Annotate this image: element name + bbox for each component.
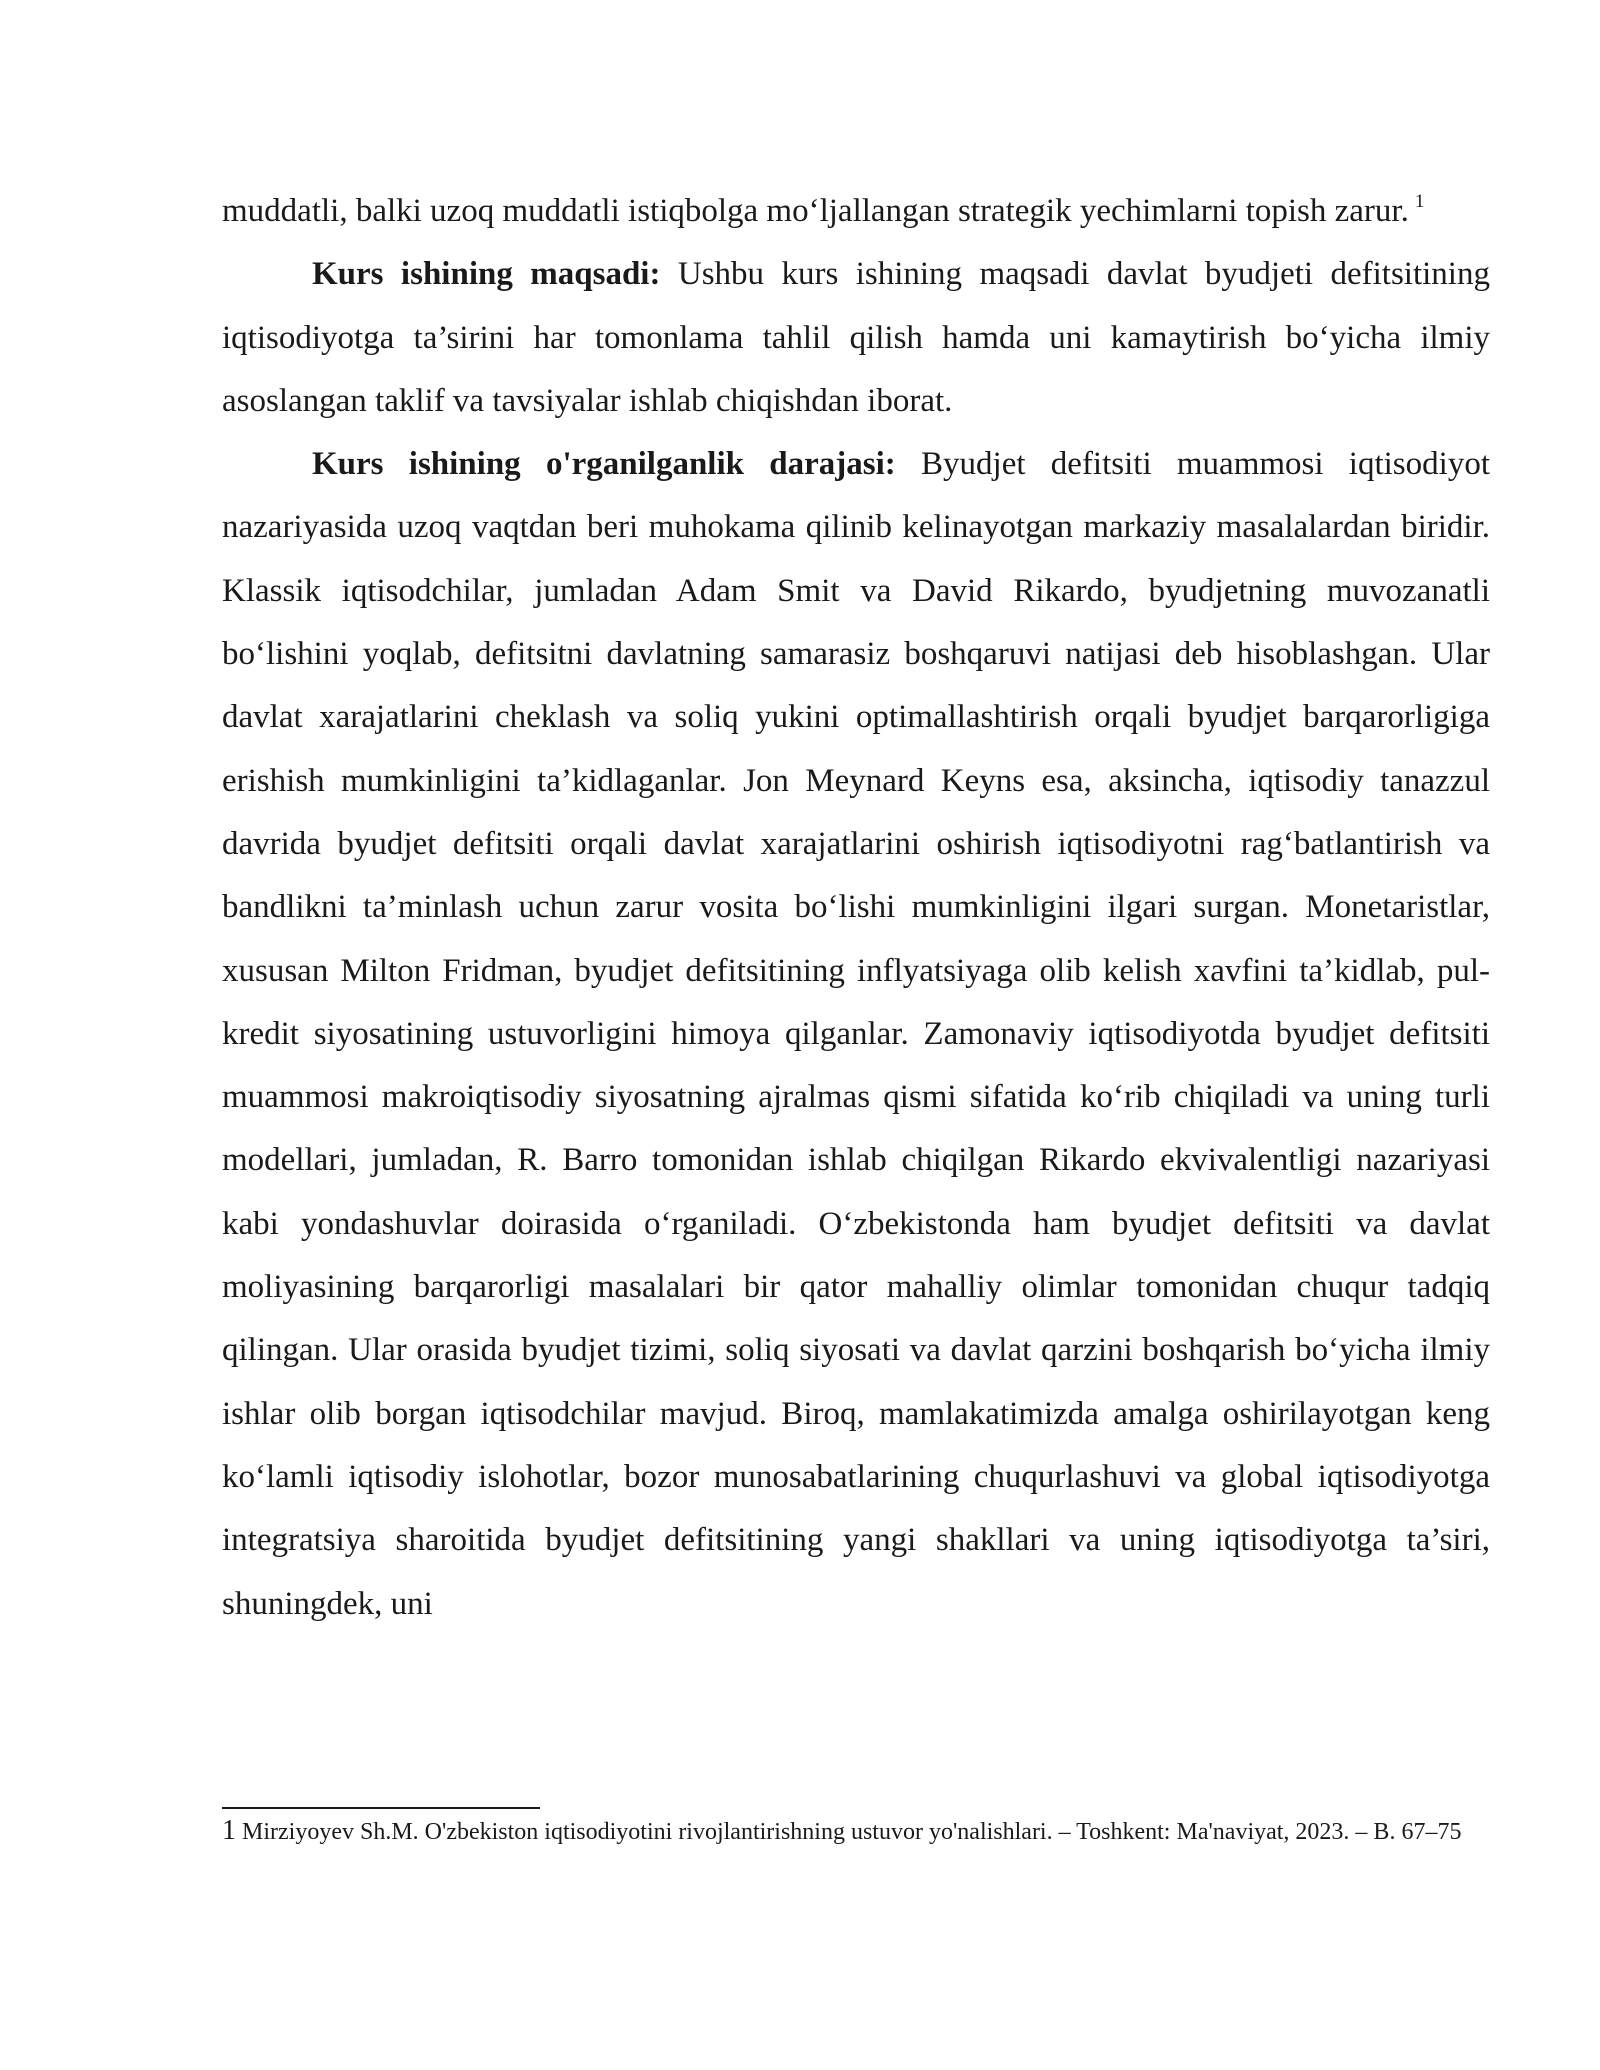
paragraph-goal [222, 243, 1490, 433]
paragraph-continuation [222, 180, 1490, 243]
footnote-text: Mirziyoyev Sh.M. O'zbekiston iqtisodiyotini rivojlantirishning ustuvor yo'nalishlari. – Toshkent: Ma'naviyat, 2023. – B. 67–75 [236, 1819, 1462, 1845]
footnote-number: 1 [222, 1815, 236, 1846]
document-body [222, 180, 1490, 1636]
study-text: Byudjet defitsiti muammosi iqtisodiyot nazariyasida uzoq vaqtdan beri muhokama qilinib kelinayotgan markaziy masalalardan biridir. Klassik iqtisodchilar, jumladan Adam Smit va David Rikardo, byudjetning muvozanatli bo‘lishini yoqlab, defitsitni davlatning samarasiz boshqaruvi natijasi deb hisoblashgan. Ular davlat xarajatlarini cheklash va soliq yukini optimallashtirish orqali byudjet barqarorligiga erishish mumkinligini ta’kidlaganlar. Jon Meynard Keyns esa, aksincha, iqtisodiy tanazzul davrida byudjet defitsiti orqali davlat xarajatlarini oshirish iqtisodiyotni rag‘batlantirish va bandlikni ta’minlash uchun zarur vosita bo‘lishi mumkinligini ilgari surgan. Monetaristlar, xususan Milton Fridman, byudjet defitsitining inflyatsiyaga olib kelish xavfini ta’kidlab, pul-kredit siyosatining ustuvorligini himoya qilganlar. Zamonaviy iqtisodiyotda byudjet defitsiti muammosi makroiqtisodiy siyosatning ajralmas qismi sifatida ko‘rib chiqiladi va uning turli modellari, jumladan, R. Barro tomonidan ishlab chiqilgan Rikardo ekvivalentligi nazariyasi kabi yondashuvlar doirasida o‘rganiladi. O‘zbekistonda ham byudjet defitsiti va davlat moliyasining barqarorligi masalalari bir qator mahalliy olimlar tomonidan chuqur tadqiq qilingan. Ular orasida byudjet tizimi, soliq siyosati va davlat qarzini boshqarish bo‘yicha ilmiy ishlar olib borgan iqtisodchilar mavjud. Biroq, mamlakatimizda amalga oshirilayotgan keng ko‘lamli iqtisodiy islohotlar, bozor munosabatlarining chuqurlashuvi va global iqtisodiyotga integratsiya sharoitida byudjet defitsitining yangi shakllari va uning iqtisodiyotga ta’siri, shuningdek, uni [222, 446, 1490, 1622]
paragraph-continuation-text: muddatli, balki uzoq muddatli istiqbolga mo‘ljallangan strategik yechimlarni topish zarur. [222, 193, 1409, 229]
footnote [222, 1815, 1490, 1848]
footnote-separator [222, 1807, 540, 1809]
goal-heading: Kurs ishining maqsadi: [312, 256, 661, 293]
paragraph-study-level [222, 433, 1490, 1636]
study-heading: Kurs ishining o'rganilganlik darajasi: [312, 446, 896, 483]
footnote-reference[interactable]: 1 [1414, 191, 1425, 212]
goal-text: Ushbu kurs ishining maqsadi davlat byudjeti defitsitining iqtisodiyotga ta’sirini har tomonlama tahlil qilish hamda uni kamaytirish bo‘yicha ilmiy asoslangan taklif va tavsiyalar ishlab chiqishdan iborat. [222, 256, 1490, 419]
